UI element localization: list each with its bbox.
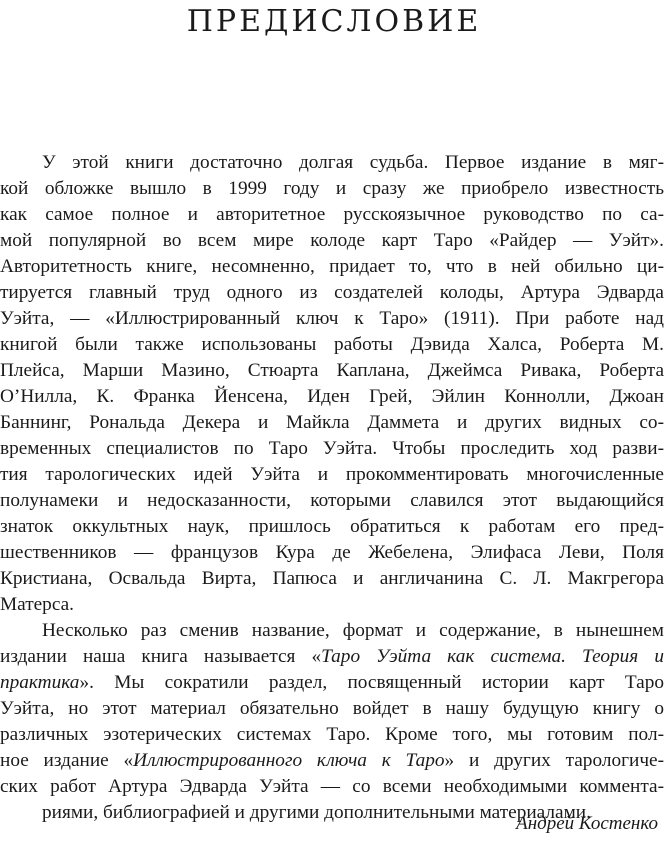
text-line: книгой были также использованы работы Дэвида Халса, Роберта М. — [0, 334, 664, 355]
text-line — [0, 644, 664, 670]
text-line: Авторитетность книге, несомненно, придает то, что в ней обильно ци- — [0, 256, 664, 277]
book-title-italic: Иллюстрированного ключа к Таро — [133, 750, 445, 771]
paragraph-1 — [0, 150, 664, 618]
author-signature: Андрей Костенко — [516, 813, 658, 834]
text-line: риями, библиографией и другими дополнительными материалами. — [42, 802, 591, 823]
text-line: знаток оккультных наук, пришлось обратиться к работам его пред- — [0, 516, 664, 537]
text-line: мой популярной во всем мире колоде карт Таро «Райдер — Уэйт». — [0, 230, 664, 251]
book-title-italic: практика — [0, 672, 80, 693]
text-line: ских работ Артура Эдварда Уэйта — со всеми необходимыми коммента- — [0, 776, 664, 797]
text-line: тия тарологических идей Уэйта и прокомментировать многочисленные — [0, 464, 664, 485]
text-line: как самое полное и авторитетное русскоязычное руководство по са- — [0, 204, 664, 225]
text-line: Плейса, Марши Мазино, Стюарта Каплана, Джеймса Ривака, Роберта — [0, 360, 664, 381]
text-run: ». Мы сократили раздел, посвященный истории карт Таро — [79, 672, 664, 693]
text-line: Уэйта, но этот материал обязательно войдет в нашу будущую книгу о — [0, 698, 664, 719]
text-line — [0, 670, 664, 696]
paragraph-2 — [0, 618, 664, 826]
text-line: Уэйта, — «Иллюстрированный ключ к Таро» (1911). При работе над — [0, 308, 664, 329]
text-line: Кристиана, Освальда Вирта, Папюса и англичанина С. Л. Макгрегора — [0, 568, 664, 589]
text-line: различных эзотерических системах Таро. Кроме того, мы готовим пол- — [0, 724, 664, 745]
text-line: О’Нилла, К. Франка Йенсена, Иден Грей, Эйлин Коннолли, Джоан — [0, 386, 664, 407]
text-run: ное издание « — [0, 750, 134, 771]
text-line: временных специалистов по Таро Уэйта. Чтобы проследить ход разви- — [0, 438, 664, 459]
preface-body — [0, 150, 664, 826]
page-title: ПРЕДИСЛОВИЕ — [186, 4, 482, 39]
book-title-italic: Таро Уэйта как система. Теория и — [321, 646, 664, 667]
text-run: издании наша книга называется « — [0, 646, 322, 667]
text-run: » и других тарологиче- — [444, 750, 664, 771]
text-line: полунамеки и недосказанности, которыми славился этот выдающийся — [0, 490, 664, 511]
text-line: Несколько раз сменив название, формат и содержание, в нынешнем — [42, 620, 664, 641]
text-line: шественников — французов Кура де Жебелена, Элифаса Леви, Поля — [0, 542, 664, 563]
text-line: Матерса. — [0, 594, 74, 615]
text-line: Баннинг, Рональда Декера и Майкла Даммета и других видных со- — [0, 412, 664, 433]
text-line: тируется главный труд одного из создателей колоды, Артура Эдварда — [0, 282, 664, 303]
text-line: У этой книги достаточно долгая судьба. Первое издание в мяг- — [42, 152, 664, 173]
text-line: кой обложке вышло в 1999 году и сразу же приобрело известность — [0, 178, 664, 199]
text-line — [0, 748, 664, 774]
